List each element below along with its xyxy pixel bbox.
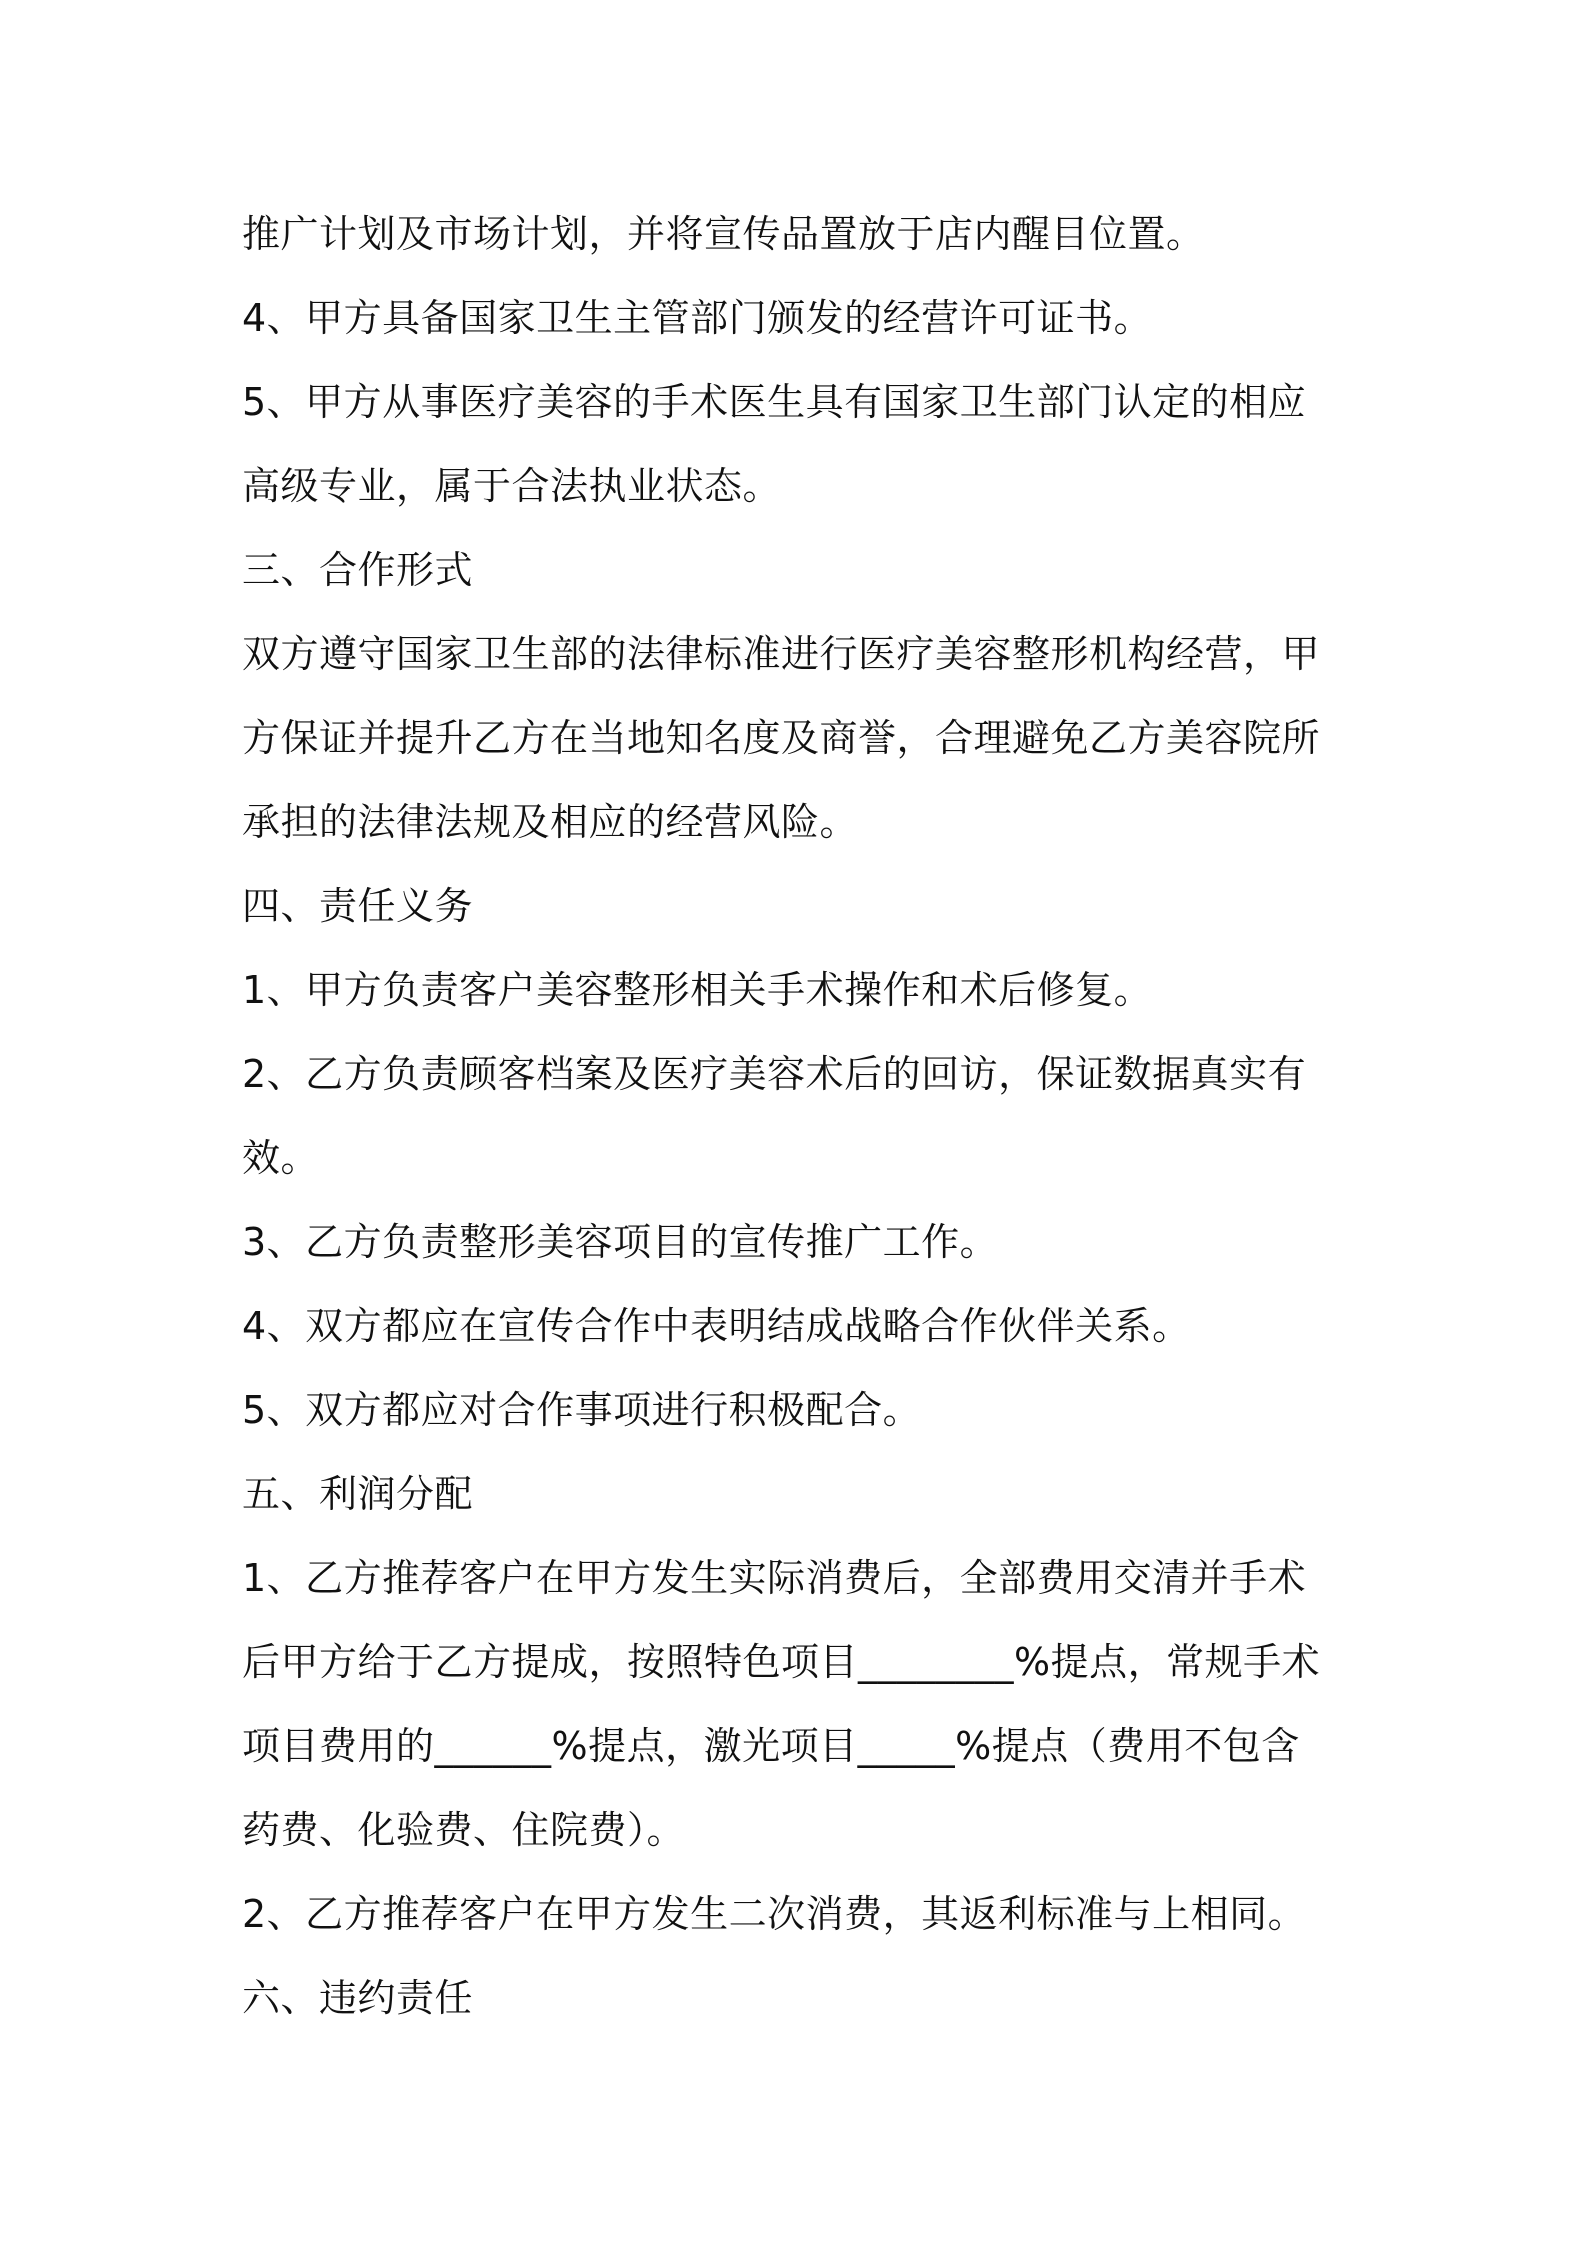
paragraph-line: 后甲方给于乙方提成，按照特色项目________%提点，常规手术 xyxy=(242,1640,1321,1684)
list-item: 5、双方都应对合作事项进行积极配合。 xyxy=(242,1388,922,1432)
section-heading: 三、合作形式 xyxy=(242,548,474,592)
list-item: 4、甲方具备国家卫生主管部门颁发的经营许可证书。 xyxy=(242,296,1153,340)
document-body xyxy=(242,192,1362,2040)
paragraph-line: 药费、化验费、住院费）。 xyxy=(242,1808,686,1852)
paragraph-line: 方保证并提升乙方在当地知名度及商誉，合理避免乙方美容院所 xyxy=(242,716,1321,760)
paragraph-line: 承担的法律法规及相应的经营风险。 xyxy=(242,800,859,844)
paragraph-line: 推广计划及市场计划，并将宣传品置放于店内醒目位置。 xyxy=(242,212,1205,256)
list-item: 1、乙方推荐客户在甲方发生实际消费后，全部费用交清并手术 xyxy=(242,1556,1307,1600)
paragraph-line: 双方遵守国家卫生部的法律标准进行医疗美容整形机构经营，甲 xyxy=(242,632,1321,676)
paragraph-line: 高级专业，属于合法执业状态。 xyxy=(242,464,782,508)
section-heading: 四、责任义务 xyxy=(242,884,474,928)
list-item: 4、双方都应在宣传合作中表明结成战略合作伙伴关系。 xyxy=(242,1304,1191,1348)
list-item: 5、甲方从事医疗美容的手术医生具有国家卫生部门认定的相应 xyxy=(242,380,1307,424)
paragraph-line: 项目费用的______%提点，激光项目_____%提点（费用不包含 xyxy=(242,1724,1300,1768)
list-item: 2、乙方负责顾客档案及医疗美容术后的回访，保证数据真实有 xyxy=(242,1052,1307,1096)
paragraph-line: 效。 xyxy=(242,1136,320,1180)
section-heading: 六、违约责任 xyxy=(242,1976,474,2020)
section-heading: 五、利润分配 xyxy=(242,1472,474,1516)
list-item: 1、甲方负责客户美容整形相关手术操作和术后修复。 xyxy=(242,968,1153,1012)
list-item: 3、乙方负责整形美容项目的宣传推广工作。 xyxy=(242,1220,999,1264)
list-item: 2、乙方推荐客户在甲方发生二次消费，其返利标准与上相同。 xyxy=(242,1892,1307,1936)
